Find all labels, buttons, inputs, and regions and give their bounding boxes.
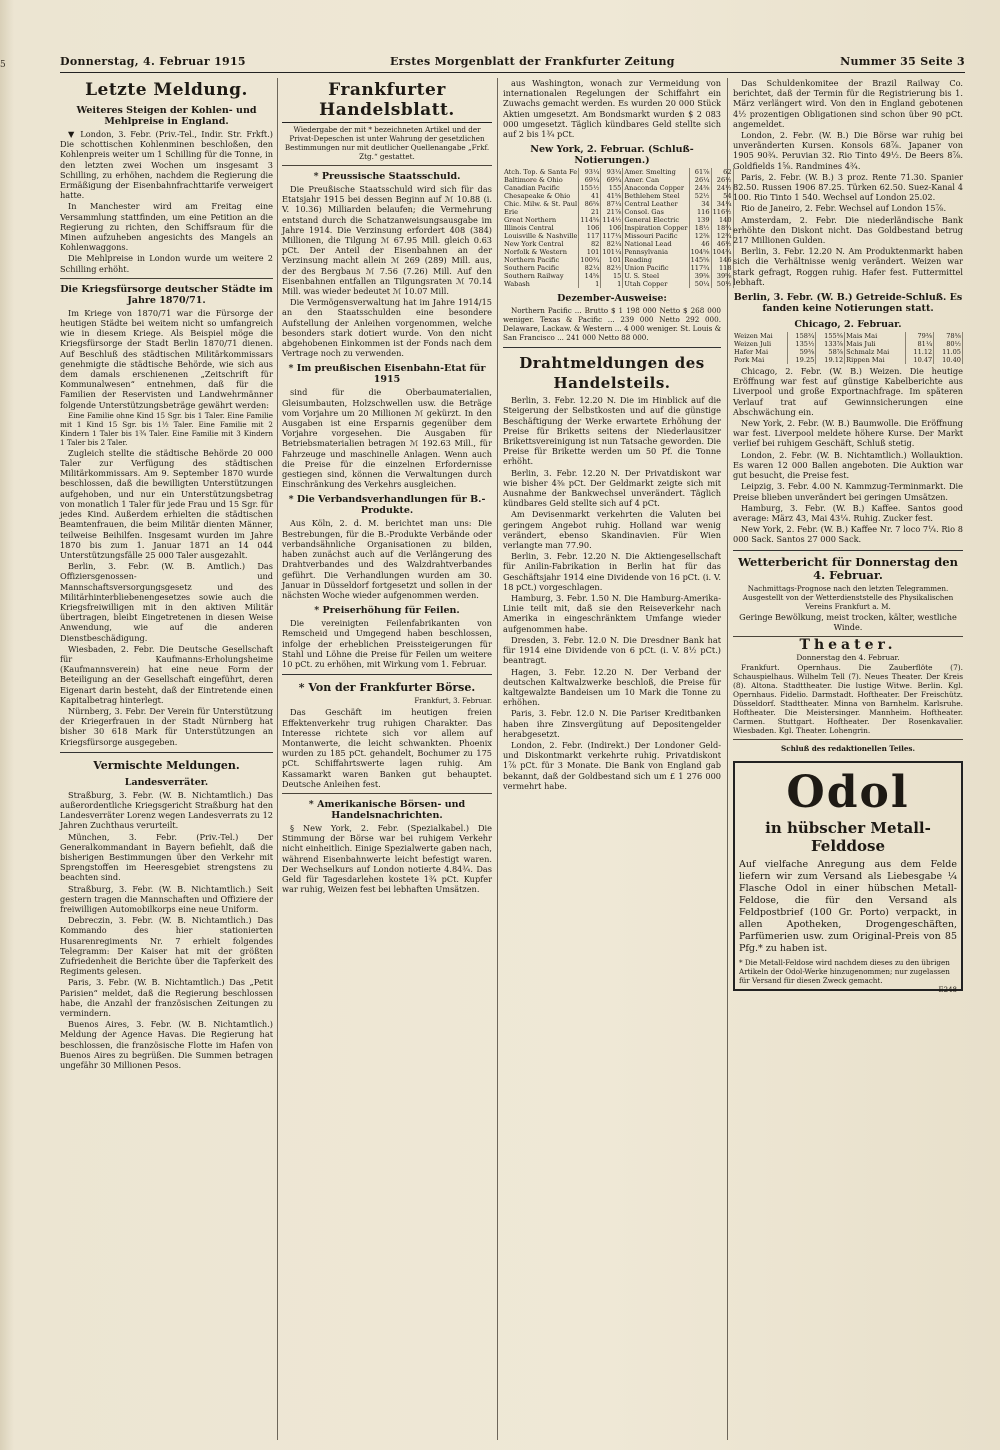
table-cell: 81¼ xyxy=(905,340,934,348)
theater-date: Donnerstag den 4. Februar. xyxy=(796,652,900,662)
table-cell: 1 xyxy=(579,280,601,288)
article-paragraph: Dresden, 3. Febr. 12.0 N. Die Dresdner Bank hat für 1914 eine Dividende von 6 pCt. (i. V. 8½ pCt.) beantragt. xyxy=(503,634,721,666)
article-paragraph: London, 2. Febr. (W. B.) Die Börse war ruhig bei unveränderten Kursen. Konsols 68⅞. Japaner von 1905 90¾. Peruvian 32. Rio Tinto 49½. De Beers 8⅞. Goldfields 1⅝. Randmines 4¾. xyxy=(733,130,963,171)
copyright-notice: Wiedergabe der mit * bezeichneten Artikel und der Privat-Depeschen ist unter Wahrung der gesetzlichen Bestimmungen nur mit deutlicher Quellenangabe „Frkf. Ztg.“ gestattet. xyxy=(284,125,490,161)
table-cell: 12¾ xyxy=(711,232,733,240)
table-cell: 11.12 xyxy=(905,348,934,356)
table-cell: Inspiration Copper xyxy=(624,224,688,233)
table-row xyxy=(503,208,733,216)
table-cell: Amer. Can xyxy=(623,176,689,184)
table-cell: 133⅞ xyxy=(816,340,845,348)
table-cell: 18½ xyxy=(689,224,711,232)
table-cell: Norfolk & Western xyxy=(503,248,579,256)
article-paragraph: New York, 2. Febr. (W. B.) Baumwolle. Die Eröffnung war fest. Liverpool meldete höhere Kurse. Der Markt verlief bei ruhigem Geschäft, Schluß stetig. xyxy=(733,418,963,449)
table-cell: 116 xyxy=(689,208,711,216)
header-divider xyxy=(60,72,965,73)
section-title: Frankfurter Handelsblatt. xyxy=(282,80,492,123)
table-cell: 39⅝ xyxy=(711,272,733,280)
table-cell: Rippen Mai xyxy=(845,356,905,364)
table-cell: 21⅞ xyxy=(601,208,623,216)
table-cell: Chic. Milw. & St. Paul xyxy=(504,200,578,209)
header-masthead: Erstes Morgenblatt der Frankfurter Zeitung xyxy=(390,55,675,68)
table-cell: Pork Mai xyxy=(733,356,787,364)
table-cell: 104⅝ xyxy=(690,248,710,257)
divider xyxy=(60,278,273,279)
article-paragraph: Paris, 3. Febr. (W. B. Nichtamtlich.) Das „Petit Parisien“ meldet, daß die Regierung beschlossen habe, die Anzahl der französischen Zeitungen zu vermindern. xyxy=(60,977,273,1019)
column-latest-news xyxy=(60,78,273,1440)
dateline: Frankfurt, 3. Februar. xyxy=(414,697,492,706)
table-cell: Anaconda Copper xyxy=(623,184,689,192)
gutter-page-number: 5 xyxy=(0,60,6,70)
article-paragraph: Berlin, 3. Febr. 12.20 N. Die im Hinblick auf die Steigerung der Selbstkosten und auf die günstige Beschäftigung der Werke erwartete Erhöhung der Preise für Briketts seitens der Niederlausitzer Brikettsvereinigung ist nun Tatsache geworden. Die Preise für Brikette werden um 50 Pf. die Tonne erhöht. xyxy=(503,395,721,467)
table-cell: 155 xyxy=(601,184,623,192)
table-cell: 11.05 xyxy=(934,348,963,356)
table-cell: 15 xyxy=(601,272,623,280)
table-row xyxy=(503,280,733,288)
section-title: Vermischte Meldungen. xyxy=(93,758,240,772)
article-paragraph: Straßburg, 3. Febr. (W. B. Nichtamtlich.) Seit gestern tragen die Mannschaften und Offiziere der freiwilligen Automobilkorps eine neue Uniform. xyxy=(60,883,273,914)
table-cell: Hafer Mai xyxy=(733,348,787,356)
article-paragraph: Debreczin, 3. Febr. (W. B. Nichtamtlich.) Das Kommando des hier stationierten Husarenregiments Nr. 7 erhielt folgendes Telegramm: Der Kaiser hat mit der größten Zufriedenheit die Berichte über die Tapferkeit des Regiments gelesen. xyxy=(60,915,273,977)
table-cell: 79⅜ xyxy=(905,332,934,340)
article-paragraph: Rio de Janeiro, 2. Febr. Wechsel auf London 15⅞. xyxy=(741,203,947,214)
article-headline: Dezember-Ausweise: xyxy=(557,293,667,305)
table-cell: 114½ xyxy=(602,216,622,225)
table-cell: 82¼ xyxy=(579,264,601,272)
table-cell: New York Central xyxy=(503,240,579,248)
header-page-number: Nummer 35 Seite 3 xyxy=(840,55,965,68)
article-paragraph: Northern Pacific ... Brutto $ 1 198 000 Netto $ 268 000 weniger. Texas & Pacific ... 239 000 Netto 292 000. Delaware, Lackaw. & Western ... 4 000 weniger. St. Louis & San Francisco ... 241 000 Netto 88 000. xyxy=(503,306,721,343)
article-headline: * Preiserhöhung für Feilen. xyxy=(314,605,460,617)
table-row xyxy=(503,216,733,224)
table-cell: Erie xyxy=(503,208,579,216)
table-cell: 100¾ xyxy=(580,256,600,265)
table-cell: 87¼ xyxy=(601,200,623,208)
table-cell: Southern Railway xyxy=(503,272,579,280)
weather-report-title: Wetterbericht für Donnerstag den 4. Februar. xyxy=(738,554,958,582)
article-paragraph: Paris, 2. Febr. (W. B.) 3 proz. Rente 71.30. Spanier 82.50. Russen 1906 87.25. Türken 62.50. Suez-Kanal 4 100. Rio Tinto 1 540. Wechsel auf London 25.02. xyxy=(733,171,963,203)
table-row xyxy=(503,184,733,192)
table-cell: 10.47 xyxy=(905,356,934,364)
table-cell: 78⅝ xyxy=(934,332,963,340)
table-cell: Canadian Pacific xyxy=(503,184,579,192)
table-cell: 158¾ xyxy=(787,332,816,340)
table-cell: 52½ xyxy=(689,192,711,200)
table-cell: U. S. Steel xyxy=(623,272,689,280)
article-headline: * Von der Frankfurter Börse. xyxy=(298,681,476,695)
table-cell: 19.12 xyxy=(816,356,845,364)
article-paragraph: Amsterdam, 2. Febr. Die niederländische Bank erhöhte den Diskont nicht. Das Goldbestand betrug 217 Millionen Gulden. xyxy=(733,214,963,246)
table-row xyxy=(733,348,963,356)
table-row xyxy=(733,332,963,340)
theater-listings xyxy=(733,636,963,735)
column-markets-theater xyxy=(733,78,963,1440)
table-cell: 41 xyxy=(579,192,601,200)
article-headline: Weiteres Steigen der Kohlen- und Mehlpreise in England. xyxy=(76,105,257,127)
table-cell: 12⅜ xyxy=(689,232,711,240)
article-paragraph: Eine Familie ohne Kind 15 Sgr. bis 1 Taler. Eine Familie mit 1 Kind 15 Sgr. bis 1½ Taler. Eine Familie mit 2 Kindern 1 Taler bis 1¾ Taler. Eine Familie mit 3 Kindern 1 Taler bis 2 Taler. xyxy=(60,410,273,447)
article-headline: Berlin, 3. Febr. (W. B.) Getreide-Schluß. Es fanden keine Notierungen statt. xyxy=(733,292,963,315)
table-cell: 93¼ xyxy=(601,168,623,176)
table-cell: Union Pacific xyxy=(623,264,689,272)
article-paragraph: Die Vermögensverwaltung hat im Jahre 1914/15 an den Staatsschulden eine besondere Aufstellung der Anleihen vorgenommen, welche besonders stark dotiert wurde. Von den nicht abgehobenen Einkommen ist der Fonds nach dem Vertrage noch zu verwenden. xyxy=(282,297,492,359)
column-commerce xyxy=(282,78,492,1440)
column-divider xyxy=(497,78,498,1440)
article-paragraph: Zugleich stellte die städtische Behörde 20 000 Taler zur Verfügung des städtischen Militärkommissars. Am 9. September 1870 wurde beschlossen, daß die bewilligten Unterstützungen aufgehoben, und nur ein Unterstützungsbetrag von monatlich 1 Taler für jede Frau und 15 Sgr. für jedes Kind. Außerdem erhielten die städtischen Beamtenfrauen, die beim Militär dienten Männer, teilweise Beihilfen. Insgesamt wurden im Jahre 1870 bis zum 1. Januar 1871 an 14 044 Unterstützungsfälle 25 000 Taler ausgezahlt. xyxy=(60,447,273,560)
article-paragraph: New York, 2. Febr. (W. B.) Kaffee Nr. 7 loco 7¼. Rio 8 000 Sack. Santos 27 000 Sack. xyxy=(733,524,963,545)
table-cell: 46 xyxy=(689,240,711,248)
table-cell: 1 xyxy=(601,280,623,288)
article-headline: * Amerikanische Börsen- und Handelsnachrichten. xyxy=(308,798,466,821)
table-cell: Northern Pacific xyxy=(503,256,579,264)
table-cell: 58⅞ xyxy=(816,348,845,356)
table-cell: 155½ xyxy=(580,184,600,193)
table-cell: Mais Juli xyxy=(845,340,905,348)
table-cell: 116½ xyxy=(712,208,732,217)
table-cell: 26¼ xyxy=(689,176,711,184)
article-paragraph: Die Preußische Staatsschuld wird sich für das Etatsjahr 1915 bei dessen Beginn auf ℳ 10.88 (i. V. 10.36) Milliarden belaufen; die Vermehrung entstand durch die Schatzanweisungsausgabe im Jahre 1914. Die Verzinsung erfordert 408 (384) Millionen, die Tilgung ℳ 67.95 Mill. gleich 0.63 pCt. Der Anteil der Eisenbahnen an der Verzinsung macht allein ℳ 269 (289) Mill. aus, der des Bergbaus ℳ 7.56 (7.26) Mill. Auf den Eisenbahnen entfallen an Tilgungsraten ℳ 70.14 Mill. was wieder bedeutet ℳ 10.07 Mill. xyxy=(282,184,492,297)
article-paragraph: Wiesbaden, 2. Febr. Die Deutsche Gesellschaft für Kaufmanns-Erholungsheime (Kaufmannsverein) hat eine neue Form der Beteiligung an der Gesellschaft eingeführt, deren Eigenart darin besteht, daß der Eintretende einen Kapitalbetrag hinterlegt. xyxy=(60,643,273,705)
table-cell: 86⅝ xyxy=(579,200,601,208)
table-cell: Central Leather xyxy=(623,200,689,208)
article-paragraph: Hamburg, 3. Febr. 1.50 N. Die Hamburg-Amerika-Linie teilt mit, daß sie den Reiseverkehr nach Amerika in eingeschränktem Umfange wieder aufgenommen habe. xyxy=(503,593,721,634)
table-cell: Southern Pacific xyxy=(503,264,579,272)
table-cell: 10.40 xyxy=(934,356,963,364)
divider xyxy=(733,550,963,551)
table-cell: Mais Mai xyxy=(845,332,905,340)
table-cell: Atch. Top. & Santa Fe xyxy=(504,168,578,177)
article-paragraph: Aus Köln, 2. d. M. berichtet man uns: Die Bestrebungen, für die B.-Produkte Verbände oder verbandsähnliche Organisationen zu bilden, haben zunächst auch auf die Verlängerung des Drahtverbandes und des Walzdrahtverbandes geführt. Die Verhandlungen wurden am 30. Januar in Düsseldorf fortgesetzt und sollen in der nächsten Woche wieder aufgenommen werden. xyxy=(282,518,492,600)
divider xyxy=(282,793,492,794)
table-row xyxy=(733,356,963,364)
ad-logo: Odol xyxy=(786,766,910,818)
article-paragraph: Die Mehlpreise in London wurde um weitere 2 Schilling erhöht. xyxy=(60,253,273,274)
table-cell: Baltimore & Ohio xyxy=(503,176,579,184)
table-cell: General Electric xyxy=(623,216,689,224)
theater-title: Theater. xyxy=(799,636,897,653)
table-cell: 80½ xyxy=(934,340,963,348)
table-row xyxy=(503,224,733,232)
article-paragraph: Berlin, 3. Febr. 12.20 N. Der Privatdiskont war wie bisher 4⅜ pCt. Der Geldmarkt zeigte sich mit Ausnahme der Bankwechsel unverändert. Täglich kündbares Geld stellte sich auf 4 pCt. xyxy=(503,467,721,509)
column-divider xyxy=(277,78,278,1440)
table-cell: 104¾ xyxy=(712,248,732,257)
table-row xyxy=(503,232,733,240)
section-title: Letzte Meldung. xyxy=(85,80,248,100)
table-cell: 62 xyxy=(711,168,733,176)
article-headline: * Die Verbandsverhandlungen für B.-Produkte. xyxy=(288,494,486,517)
table-row xyxy=(503,168,733,176)
table-cell: 106 xyxy=(579,224,601,232)
table-cell: Schmalz Mai xyxy=(845,348,905,356)
table-cell: 117 xyxy=(579,232,601,240)
table-cell: 41⅝ xyxy=(601,192,623,200)
article-paragraph: Das Geschäft im heutigen freien Effektenverkehr trug ruhigen Charakter. Das Interesse richtete sich vor allem auf Montanwerte, die leicht schwankten. Phoenix wurden zu 185 pCt. gehandelt, Bochumer zu 175 pCt. Schiffahrtswerte lagen ruhig. Am Kassamarkt waren Banken gut behauptet. Deutsche Anleihen fest. xyxy=(282,707,492,789)
article-paragraph: Die vereinigten Feilenfabrikanten von Remscheid und Umgegend haben beschlossen, infolge der erheblichen Preissteigerungen für Stahl und Löhne die Preise für Feilen um weitere 10 pCt. zu erhöhen, mit Wirkung vom 1. Februar. xyxy=(282,618,492,669)
table-cell: Illinois Central xyxy=(503,224,579,232)
table-cell: Weizen Mai xyxy=(733,332,787,340)
divider xyxy=(733,739,963,740)
table-row xyxy=(503,248,733,256)
table-cell: Weizen Juli xyxy=(733,340,787,348)
article-paragraph: sind für die Oberbaumaterialien, Gleisumbauten, Holzschwellen usw. die Beträge vom Vorjahre um 20 Millionen ℳ gekürzt. In den Ausgaben ist eine Ersparnis gegenüber dem Vorjahre vorgesehen. Die Ausgaben für Betriebsmaterialien betragen ℳ 192.63 Mill., für Fahrzeuge und maschinelle Anlagen. Wenn auch die Preise für die einzelnen Erfordernisse gestiegen sind, können die Verwaltungen durch Einschränkung des Verkehrs ausgleichen. xyxy=(282,387,492,490)
article-headline: Die Kriegsfürsorge deutscher Städte im Jahre 1870/71. xyxy=(60,283,273,306)
table-cell: 106 xyxy=(601,224,623,232)
table-cell: 19.25 xyxy=(787,356,816,364)
column-markets xyxy=(503,78,732,1440)
divider xyxy=(503,347,721,348)
article-paragraph: London, 2. Febr. (Indirekt.) Der Londoner Geld- und Diskontmarkt verkehrte ruhig. Privatdiskont 1⅞ pCt. für 3 Monate. Die Bank von England gab bekannt, daß der Goldbestand sich um £ 1 276 000 vermehrt habe. xyxy=(503,739,721,791)
table-row xyxy=(503,256,733,264)
table-cell: 69¼ xyxy=(579,176,601,184)
divider xyxy=(282,674,492,675)
table-title: Chicago, 2. Februar. xyxy=(794,319,902,331)
table-cell: Great Northern xyxy=(503,216,579,224)
table-cell: 54 xyxy=(711,192,733,200)
table-cell: 93¼ xyxy=(579,168,601,176)
table-cell: 24½ xyxy=(711,184,733,192)
table-cell: 82¼ xyxy=(601,240,623,248)
table-row xyxy=(503,200,733,208)
table-row xyxy=(503,176,733,184)
article-paragraph: Das Schuldenkomitee der Brazil Railway Co. berichtet, daß der Termin für die Registrierung bis 1. März verlängert wird. Von den in England gebotenen 4½ prozentigen Obligationen sind schon über 90 pCt. angemeldet. xyxy=(733,78,963,129)
article-paragraph: Hamburg, 3. Febr. (W. B.) Kaffee. Santos good average: März 43, Mai 43¼. Ruhig. Zucker fest. xyxy=(733,502,963,523)
table-cell: Consol. Gas xyxy=(623,208,689,216)
table-cell: 82 xyxy=(579,240,601,248)
article-headline: Landesverräter. xyxy=(124,776,209,788)
table-cell: Louisville & Nashville xyxy=(504,232,578,241)
ad-code: E248 xyxy=(938,985,957,994)
table-cell: 46½ xyxy=(711,240,733,248)
article-headline: * Preussische Staatsschuld. xyxy=(313,171,461,182)
article-paragraph: Berlin, 3. Febr. 12.20 N. Am Produktenmarkt haben sich die Verhältnisse wenig verändert. Weizen war stark gefragt, Roggen ruhig. Hafer fest. Futtermittel lebhaft. xyxy=(733,246,963,287)
table-cell: 34¼ xyxy=(711,200,733,208)
table-cell: Chesapeake & Ohio xyxy=(503,192,579,200)
table-cell: 135½ xyxy=(787,340,816,348)
table-cell: 39⅜ xyxy=(689,272,711,280)
table-cell: 146 xyxy=(711,256,733,264)
page-header xyxy=(60,55,965,71)
table-cell: Reading xyxy=(623,256,689,264)
article-paragraph: Buenos Aires, 3. Febr. (W. B. Nichtamtlich.) Meldung der Agence Havas. Die Regierung hat beschlossen, die französische Flotte im Hafen von Buenos Aires zu begrüßen. Die Summen betragen ungefähr 30 Millionen Pesos. xyxy=(60,1019,273,1071)
table-cell: 101¼ xyxy=(602,248,622,257)
article-paragraph: Hagen, 3. Febr. 12.20 N. Der Verband der deutschen Kaltwalzwerke beschloß, die Preise für kaltgewalzte Bandeisen um 10 Mark die Tonne zu erhöhen. xyxy=(503,666,721,708)
table-cell: Pennsylvania xyxy=(623,248,689,256)
article-headline: * Im preußischen Eisenbahn-Etat für 1915 xyxy=(288,363,486,386)
table-cell: 101 xyxy=(601,256,623,264)
table-cell: 50½ xyxy=(711,280,733,288)
table-cell: Bethlehem Steel xyxy=(623,192,689,200)
table-cell: 18¾ xyxy=(711,224,733,232)
table-cell: 155⅝ xyxy=(816,332,845,340)
table-row xyxy=(503,192,733,200)
article-paragraph: Berlin, 3. Febr. (W. B. Amtlich.) Das Offiziersgenossen- und Mannschaftsversorgungsgesetz und des Militärhinterbliebenengesetzes sowie auch die Kriegsfreiwilligen mit in den aktiven Militär übertragen, bleibt Eingetretenen in diesen Weise Anwendung, wie auf die anderen Dienstbeschädigung. xyxy=(60,561,273,643)
article-paragraph: § New York, 2. Febr. (Spezialkabel.) Die Stimmung der Börse war bei ruhigem Verkehr nicht einheitlich. Einige Spezialwerte gaben nach, während Eisenbahnwerte leicht befestigt waren. Der Wechselkurs auf London notierte 4.84¾. Das Geld für Tagesdarlehen kostete 1¾ pCt. Kupfer war ruhig, Weizen fest bei lebhaften Umsätzen. xyxy=(282,822,492,895)
divider xyxy=(282,165,492,166)
ad-body: Auf vielfache Anregung aus dem Felde liefern wir zum Versand als Liebesgabe ¼ Flasche Odol in einer hübschen Metall-Feldose, die für den Versand als Feldpostbrief (100 Gr. Porto) verpackt, in allen Apotheken, Drogengeschäften, Parfümerien usw. zum Original-Preis von 85 Pfg.* zu haben ist. xyxy=(739,858,957,954)
article-paragraph: London, 2. Febr. (W. B. Nichtamtlich.) Wollauktion. Es waren 12 000 Ballen angeboten. Die Auktion war gut besucht, die Preise fest. xyxy=(733,449,963,481)
article-paragraph: ▼ London, 3. Febr. (Priv.-Tel., Indir. Str. Frkft.) Die schottischen Kohlenminen beschloßen, den Kohlenpreis weiter um 1 Schilling für die Tonne, in den letzten zwei Wochen um insgesamt 3 Schilling, zu erhöhen, nachdem die Regierung die Ermäßigung der Eisenbahnfrachttarife verweigert hatte. xyxy=(60,129,273,201)
table-cell: 69¾ xyxy=(601,176,623,184)
article-paragraph: Paris, 3. Febr. 12.0 N. Die Pariser Kreditbanken haben ihre Zinsvergütung auf Depositengelder herabgesetzt. xyxy=(503,708,721,739)
table-cell: 117¼ xyxy=(602,232,622,241)
table-cell: 139 xyxy=(689,216,711,224)
article-paragraph: München, 3. Febr. (Priv.-Tel.) Der Generalkommandant in Bayern befiehlt, daß die bisherigen Bestimmungen über den Verkehr mit Sprengstoffen im Heeresgebiet strengstens zu beachten sind. xyxy=(60,831,273,883)
article-paragraph: Im Kriege von 1870/71 war die Fürsorge der heutigen Städte bei weitem nicht so umfangreich wie in diesem Kriege. Als Beispiel möge die Kriegsfürsorge der Stadt Berlin 1870/71 dienen. Auf Beschluß des städtischen Militärkommissars genehmigte die städtische Behörde, wie sich aus dem damals erschienenen „Zeitschrift für Kommunalwesen“ entnehmen, daß für die Familien der Reservisten und Landwehrmänner folgende Unterstützungsbeträge gewährt werden: xyxy=(60,307,273,410)
table-cell: 50¼ xyxy=(689,280,711,288)
weather-forecast: Geringe Bewölkung, meist trocken, kälter, westliche Winde. xyxy=(739,611,957,632)
divider xyxy=(60,752,273,753)
table-cell: 114⅝ xyxy=(580,216,600,225)
table-cell: Amer. Smelting xyxy=(623,168,689,176)
table-cell: 61⅞ xyxy=(689,168,711,176)
table-cell: 21 xyxy=(579,208,601,216)
table-cell: 59⅜ xyxy=(787,348,816,356)
table-cell: 82½ xyxy=(601,264,623,272)
stock-quotes-table xyxy=(503,168,734,288)
chicago-grain-table xyxy=(733,332,963,364)
section-title: Drahtmeldungen des Handelsteils. xyxy=(519,354,705,393)
article-paragraph: Chicago, 2. Febr. (W. B.) Weizen. Die heutige Eröffnung war fest auf günstige Kabelberichte aus Liverpool und große Exportnachfrage. Im späteren Verlauf trat auf Gewinnsicherungen eine Abschwächung ein. xyxy=(733,366,963,417)
ad-tagline: in hübscher Metall-Felddose xyxy=(765,818,931,855)
table-cell: 14⅝ xyxy=(579,272,601,280)
article-paragraph: Nürnberg, 3. Febr. Der Verein für Unterstützung der Kriegerfrauen in der Stadt Nürnberg hat bisher 30 618 Mark für Unterstützungen an Kriegsfürsorge ausgegeben. xyxy=(60,705,273,747)
ad-footnote: * Die Metall-Feldose wird nachdem dieses zu den übrigen Artikeln der Odol-Werke hinzugenommen; nur zugelassen für Versand für diesen Zweck gemacht. xyxy=(739,957,950,985)
table-cell: 34 xyxy=(689,200,711,208)
editorial-end-notice: Schluß des redaktionellen Teiles. xyxy=(781,743,915,753)
table-cell: 26½ xyxy=(711,176,733,184)
article-paragraph: Am Devisenmarkt verkehrten die Valuten bei geringem Angebot ruhig. Holland war wenig verändert, ebenso Skandinavien. Für Wien verlangte man 77.90. xyxy=(503,509,721,551)
table-row xyxy=(503,264,733,272)
table-cell: 117¾ xyxy=(690,264,710,273)
table-cell: Utah Copper xyxy=(623,280,689,288)
odol-advertisement xyxy=(733,761,963,994)
header-date: Donnerstag, 4. Februar 1915 xyxy=(60,55,246,68)
table-cell: Missouri Pacific xyxy=(623,232,689,240)
table-cell: 145⅝ xyxy=(690,256,710,265)
table-title: New York, 2. Februar. (Schluß-Notierungen.) xyxy=(530,144,694,167)
table-cell: 140 xyxy=(711,216,733,224)
table-cell: 24⅜ xyxy=(689,184,711,192)
article-paragraph: Leipzig, 3. Febr. 4.00 N. Kammzug-Terminmarkt. Die Preise blieben unverändert bei geringen Umsätzen. xyxy=(733,481,963,502)
weather-source: Nachmittags-Prognose nach den letzten Telegrammen. Ausgestellt von der Wetterdienststelle des Physikalischen Vereins Frankfurt a. M. xyxy=(742,583,954,611)
article-paragraph: In Manchester wird am Freitag eine Versammlung stattfinden, um eine Petition an die Regierung zu richten, den Schiffsraum für die Minen aufzuheben angesichts des Mangels an Kohlenwaggons. xyxy=(60,201,273,253)
table-cell: Wabash xyxy=(503,280,579,288)
table-row xyxy=(503,240,733,248)
table-row xyxy=(733,340,963,348)
table-row xyxy=(503,272,733,280)
article-paragraph: Berlin, 3. Febr. 12.20 N. Die Aktiengesellschaft für Anilin-Fabrikation in Berlin hat für das Geschäftsjahr 1914 eine Dividende von 16 pCt. (i. V. 18 pCt.) vorgeschlagen. xyxy=(503,551,721,592)
article-paragraph: aus Washington, wonach zur Vermeidung von internationalen Regelungen der Schiffahrt ein Zuwachs gemacht werden. Es wurden 20 000 Stück Aktien umgesetzt. Am Bondsmarkt wurden $ 2 083 000 umgesetzt. Täglich kündbares Geld stellte sich auf 2 bis 1¾ pCt. xyxy=(503,78,721,140)
article-paragraph: Straßburg, 3. Febr. (W. B. Nichtamtlich.) Das außerordentliche Kriegsgericht Straßburg hat den Landesverräter Lorenz wegen Landesverrats zu 12 Jahren Zuchthaus verurteilt. xyxy=(60,789,273,831)
table-cell: National Lead xyxy=(623,240,689,248)
table-cell: 101 xyxy=(579,248,601,256)
table-cell: 118 xyxy=(711,264,733,272)
theater-program: Frankfurt. Opernhaus. Die Zauberflöte (7). Schauspielhaus. Wilhelm Tell (7). Neues Theater. Der Kreis (8). Altona. Stadttheater. Die lustige Witwe. Berlin. Kgl. Opernhaus. Fidelio. Darmstadt. Hoftheater. Der Freischütz. Düsseldorf. Stadttheater. Minna von Barnhelm. Karlsruhe. Hoftheater. Die Meistersinger. Mannheim. Hoftheater. Carmen. Stuttgart. Hoftheater. Der Rosenkavalier. Wiesbaden. Kgl. Theater. Lohengrin. xyxy=(733,662,963,735)
